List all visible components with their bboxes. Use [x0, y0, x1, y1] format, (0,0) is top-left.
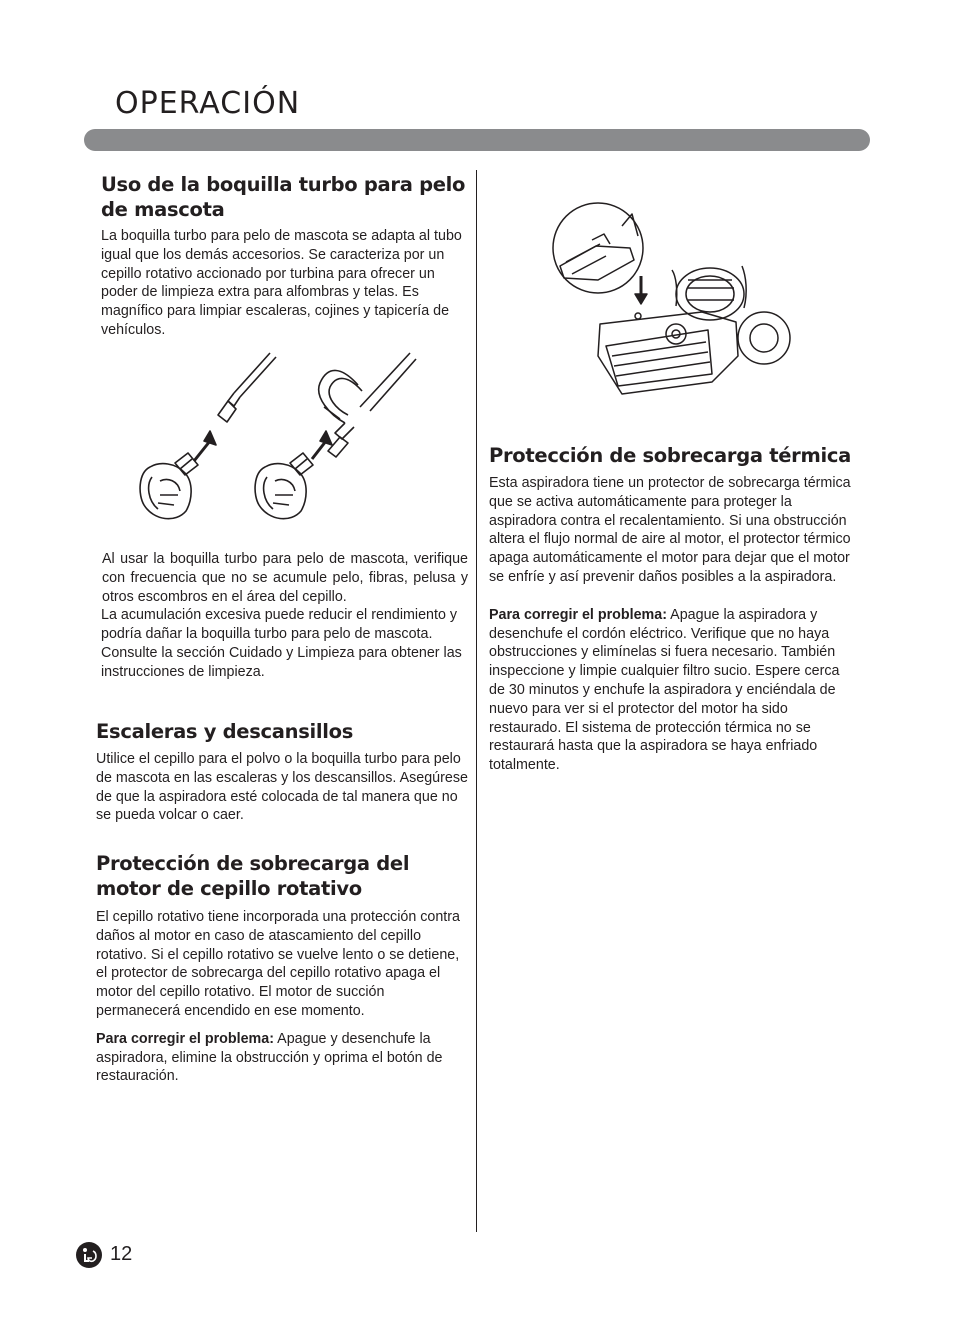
section-heading: Protección de sobrecarga del motor de cepillo rotativo — [96, 852, 410, 900]
fix-instructions — [489, 606, 859, 775]
section-heading: Uso de la boquilla turbo para pelo de mascota — [101, 173, 466, 221]
section-stairs — [96, 719, 468, 825]
fix-label: Para corregir el problema: — [96, 1030, 274, 1047]
fix-label: Para corregir el problema: — [489, 606, 667, 623]
section-body: Esta aspiradora tiene un protector de sobrecarga térmica que se activa automáticamente para proteger la aspiradora contra el recalentamiento. Si una obstrucción altera el flujo normal de aire al motor, el protector térmico apaga automáticamente el motor para dejar que el motor se enfríe y así prevenir daños posibles a la aspiradora. — [489, 475, 851, 585]
section-body: El cepillo rotativo tiene incorporada una protección contra daños al motor en caso de atascamiento del cepillo rotativo. Si el cepillo rotativo se vuelve lento o se detiene, el protector de sobrecarga del cepillo rotativo apaga el motor del cepillo rotativo. El motor de succión permanecerá encendido en ese momento. — [96, 909, 460, 1019]
section-brush-overload — [96, 851, 468, 1086]
fix-text: Apague y desenchufe la aspiradora, elimine la obstrucción y oprima el botón de restauración. — [96, 1030, 443, 1085]
section-body: Utilice el cepillo para el polvo o la boquilla turbo para pelo de mascota en las escaleras y los descansillos. Asegúrese de que la aspiradora esté colocada de tal manera que no se pueda volcar o caer. — [96, 751, 468, 824]
lg-logo-icon — [75, 1241, 103, 1269]
note-paragraph: La acumulación excesiva puede reducir el rendimiento y podría dañar la boquilla turbo para pelo de mascota. Consulte la sección Cuidado y Limpieza para obtener las instrucciones de limpieza. — [101, 607, 462, 680]
section-intro: La boquilla turbo para pelo de mascota se adapta al tubo igual que los demás accesorios. Se caracteriza por un cepillo rotativo accionado por turbina para ofrecer un poder de limpieza extra para alfombras y telas. Es magnífico para limpiar escaleras, cojines y tapicería de vehículos. — [101, 228, 462, 338]
section-thermal-overload — [489, 443, 859, 775]
page-title: OPERACIÓN — [115, 86, 301, 121]
fix-instructions — [96, 1030, 468, 1086]
section-heading: Protección de sobrecarga térmica — [489, 444, 852, 467]
section-turbo-nozzle — [96, 172, 468, 340]
turbo-nozzle-attach-illustration — [130, 345, 430, 535]
fix-text: Apague la aspiradora y desenchufe el cordón eléctrico. Verifique que no haya obstrucciones y elimínelas si fuera necesario. También inspeccione y limpie cualquier filtro sucio. Espere cerca de 30 minutos y enchufe la aspiradora y enciéndala de nuevo para ver si el protector del motor ha sido restaurado. El sistema de protección térmica no se restaurará hasta que la aspiradora se haya enfriado totalmente. — [489, 606, 840, 774]
column-divider — [476, 170, 477, 1232]
title-bar — [84, 129, 870, 151]
turbo-nozzle-notes — [96, 550, 468, 682]
page-number: 12 — [110, 1243, 133, 1265]
note-paragraph: Al usar la boquilla turbo para pelo de mascota, verifique con frecuencia que no se acumule pelo, fibras, pelusa y otros escombros en el área del cepillo. — [102, 551, 468, 605]
vacuum-reset-button-illustration — [552, 196, 802, 416]
section-heading: Escaleras y descansillos — [96, 720, 354, 743]
